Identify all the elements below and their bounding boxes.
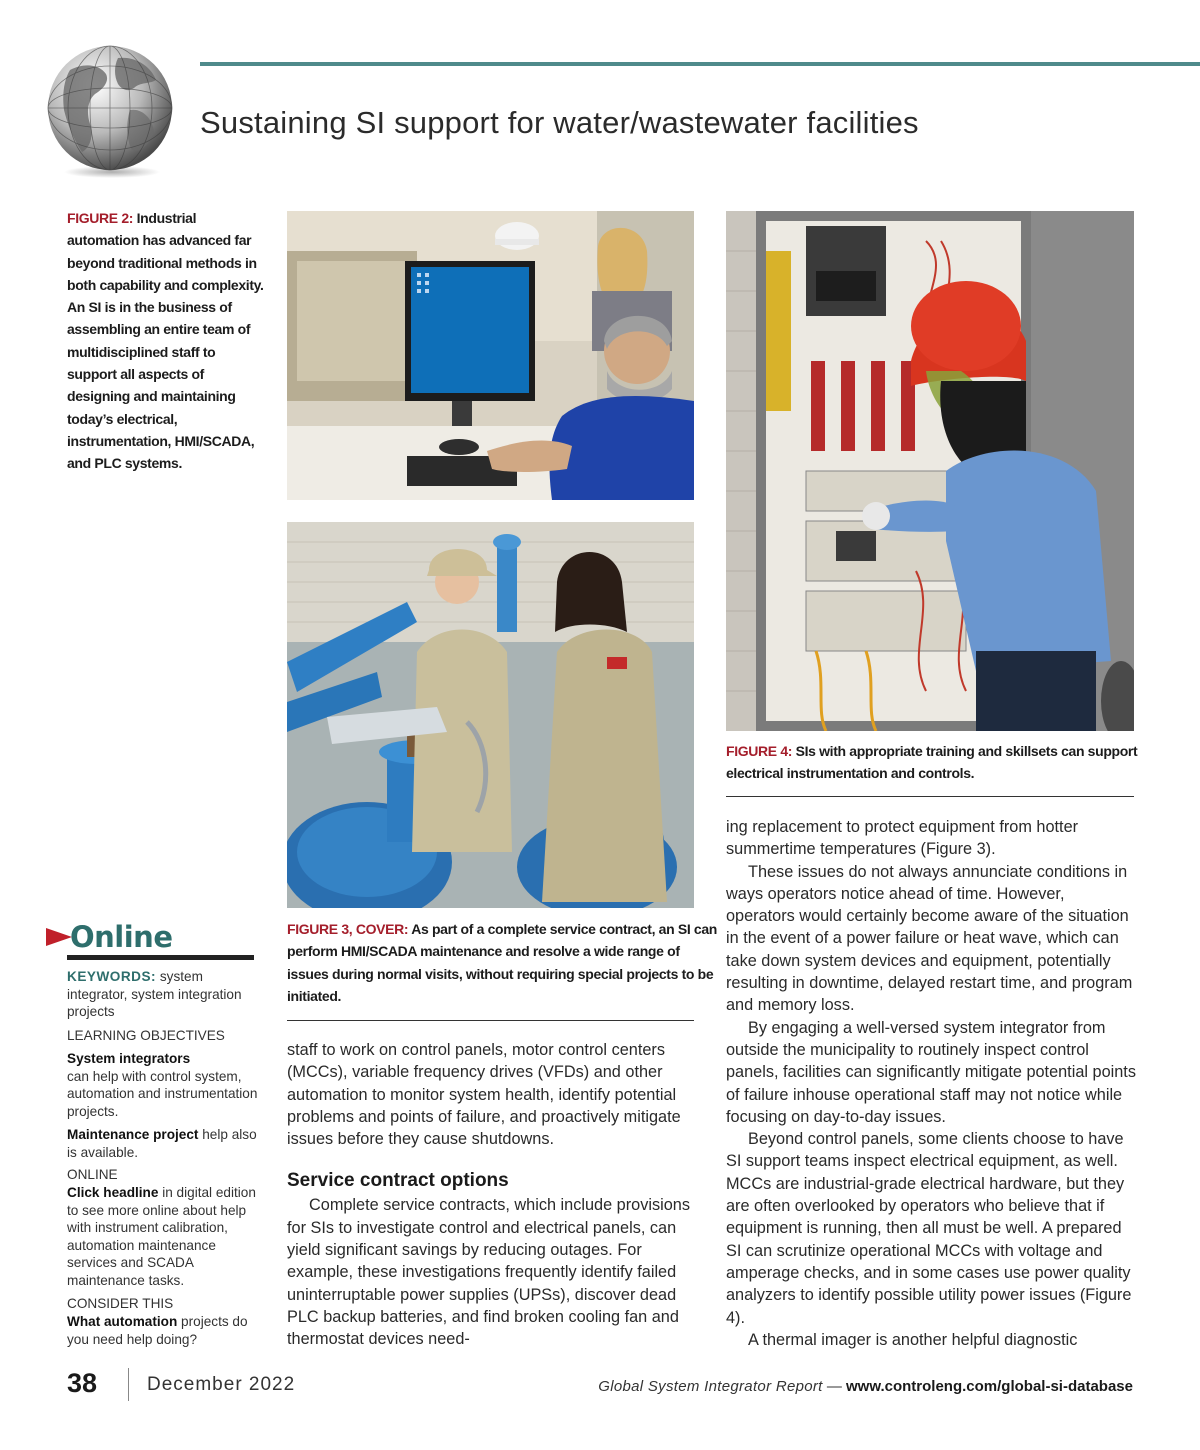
- article-middle-column: [287, 1039, 697, 1351]
- middle-paragraph-2: Complete service contracts, which include provisions for SIs to investigate control and electrical panels, can yield significant savings by reducing outages. For example, these investigations frequently identify failed uninterruptable power supplies (UPSs), discover dead PLC backup batteries, and find broken cooling fan and thermostat devices need-: [287, 1196, 690, 1349]
- objective-1-text: can help with control system, automation and instrumentation projects.: [67, 1068, 258, 1119]
- figure-3-caption: [287, 918, 717, 1007]
- figure-2-caption: [67, 207, 267, 475]
- figure-3-rule: [287, 1020, 694, 1021]
- right-paragraph-3: By engaging a well-versed system integrator from outside the municipality to routinely inspect control panels, facilities can significantly mitigate potential points of failure inhouse operational staff may not notice while focusing on day-to-day issues.: [726, 1018, 1136, 1126]
- publication-url-link[interactable]: www.controleng.com/global-si-database: [846, 1378, 1133, 1395]
- service-contract-subhead: Service contract options: [287, 1170, 509, 1192]
- figure-4-label: FIGURE 4:: [726, 743, 793, 759]
- objective-2-text: help also is available.: [67, 1127, 257, 1160]
- online-heading[interactable]: [46, 920, 256, 960]
- header-rule: [200, 62, 1200, 66]
- consider-this-text: projects do you need help doing?: [67, 1314, 248, 1347]
- online-note-text: in digital edition to see more online about help with instrument calibration, automation maintenance services and SCADA maintenance tasks.: [67, 1185, 256, 1288]
- consider-this-bold: What automation: [67, 1314, 178, 1329]
- footer-separator: —: [826, 1378, 842, 1395]
- globe-logo-icon: [40, 40, 180, 180]
- consider-this-note: [67, 1313, 267, 1348]
- figure-2-photo: [287, 211, 694, 500]
- figure-2-label: FIGURE 2:: [67, 210, 134, 226]
- figure-3-photo: [287, 522, 694, 908]
- page-number: 38: [67, 1368, 98, 1398]
- right-paragraph-2: These issues do not always annunciate conditions in ways operators notice ahead of time. However, operators would certainly become aware of the situation in the event of a power failure or heat wave, which can take down system devices and equipment, potentially resulting in downtime, delayed restart time, and program and memory loss.: [726, 862, 1133, 1015]
- objective-1-bold: System integrators: [67, 1051, 191, 1066]
- keywords-label: KEYWORDS:: [67, 969, 157, 984]
- figure-3-text: As part of a complete service contract, an SI can perform HMI/SCADA maintenance and resolve a wide range of issues during normal visits, without requiring special projects to be initiated.: [287, 921, 717, 1004]
- publication-name: Global System Integrator Report: [598, 1378, 823, 1395]
- issue-date: December 2022: [147, 1374, 296, 1395]
- online-note-bold[interactable]: Click headline: [67, 1185, 159, 1200]
- objective-2: [67, 1126, 267, 1161]
- figure-4-rule: [726, 796, 1134, 797]
- middle-paragraph-1: staff to work on control panels, motor control centers (MCCs), variable frequency drives (VFDs) and other automation to monitor system health, identify potential problems and points of failure, and proactively mitigate issues before they cause shutdowns.: [287, 1041, 681, 1149]
- figure-2-text: Industrial automation has advanced far beyond traditional methods in both capability and complexity. An SI is in the business of assembling an entire team of multidisciplined staff to support all aspects of designing and maintaining today’s electrical, instrumentation, HMI/SCADA, and PLC systems.: [67, 210, 264, 472]
- objective-1: [67, 1050, 267, 1120]
- online-arrow-icon: [46, 928, 72, 946]
- online-label: ONLINE: [67, 1167, 118, 1182]
- online-rule: [67, 955, 254, 960]
- footer-divider: [128, 1368, 129, 1401]
- right-paragraph-4: Beyond control panels, some clients choose to have SI support teams inspect electrical equipment, as well. MCCs are industrial-grade electrical hardware, but they are often overlooked by operators who believe that if equipment is running, then all must be well. A prepared SI can scrutinize operational MCCs with voltage and amperage checks, and in some cases use power quality analyzers to identify possible utility power issues (Figure 4).: [726, 1130, 1132, 1327]
- consider-this-label: CONSIDER THIS: [67, 1296, 174, 1311]
- footer-publication: [598, 1378, 1133, 1395]
- keywords-text: system integrator, system integration projects: [67, 969, 242, 1020]
- figure-4-caption: [726, 740, 1156, 785]
- figure-4-photo: [726, 211, 1134, 731]
- figure-3-label: FIGURE 3, COVER:: [287, 921, 409, 937]
- right-paragraph-1: ing replacement to protect equipment from hotter summertime temperatures (Figure 3).: [726, 818, 1079, 859]
- online-note[interactable]: [67, 1184, 267, 1290]
- online-heading-text: Online: [70, 920, 173, 954]
- objective-2-bold: Maintenance project: [67, 1127, 199, 1142]
- article-right-column: [726, 816, 1136, 1351]
- right-paragraph-5: A thermal imager is another helpful diagnostic: [748, 1330, 1078, 1349]
- sidebar-keywords: [67, 968, 267, 1021]
- article-headline[interactable]: Sustaining SI support for water/wastewater facilities: [200, 105, 919, 140]
- figure-4-text: SIs with appropriate training and skillsets can support electrical instrumentation and controls.: [726, 743, 1138, 782]
- learning-objectives-label: LEARNING OBJECTIVES: [67, 1028, 225, 1043]
